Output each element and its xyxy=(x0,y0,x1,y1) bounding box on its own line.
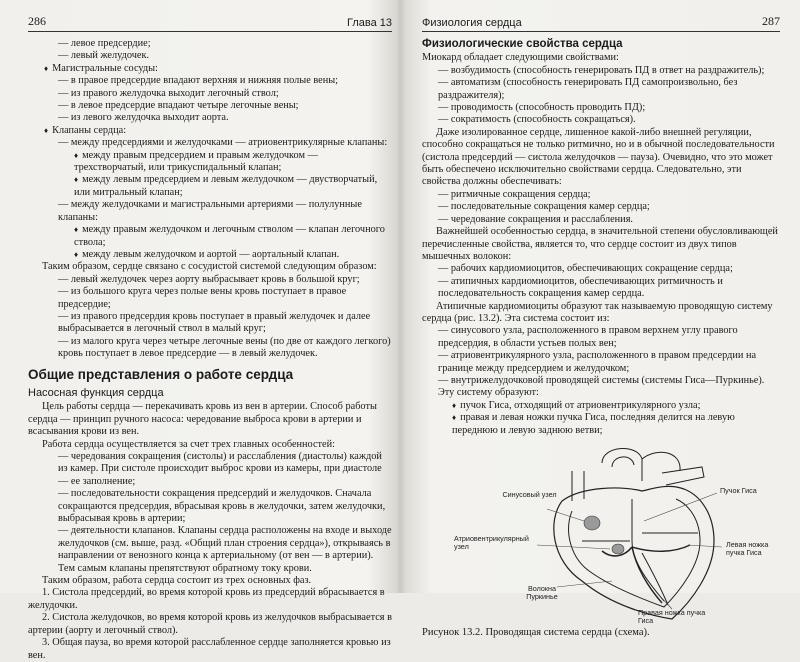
text-line: — атипичных кардиомиоцитов, обеспечивающих ритмичность и последовательность сокращения камер сердца. xyxy=(422,276,780,301)
text-line: Цель работы сердца — перекачивать кровь из вен в артерии. Способ работы сердца — принцип ручного насоса: чередование выброса крови в артерии и всасывания крови из вен. xyxy=(28,401,377,438)
text-line: Работа сердца осуществляется за счет трех главных особенностей: xyxy=(42,438,335,450)
right-page xyxy=(402,0,800,638)
text-line: — из большого круга через полые вены кровь поступает в правое предсердие; xyxy=(28,286,392,311)
left-page-body xyxy=(28,38,392,662)
text-line: — чередование сокращения и расслабления. xyxy=(422,214,780,226)
text-line: ♦ пучок Гиса, отходящий от атриовентрикулярного узла; xyxy=(422,400,780,412)
text-line: Атипичные кардиомиоциты образуют так называемую проводящую систему сердца (рис. 13.2). Эта система состоит из: xyxy=(422,300,773,324)
text-line: — ритмичные сокращения сердца; xyxy=(422,189,780,201)
text-line: ♦ Магистральные сосуды: xyxy=(28,63,392,75)
text-line: ♦ между левым желудочком и аортой — аортальный клапан. xyxy=(28,249,392,261)
text-line: — левый желудочек через аорту выбрасывает кровь в большой круг; xyxy=(28,274,392,286)
running-head: Физиология сердца xyxy=(422,17,522,29)
left-page-header xyxy=(28,14,392,32)
text-line: Таким образом, работа сердца состоит из трех основных фаз. xyxy=(42,575,312,587)
text-line: — левое предсердие; xyxy=(28,38,392,50)
text-line: — последовательности сокращения предсердий и желудочков. Сначала сокращаются предсердия, вбрасывая кровь в желудочки, затем желудочки, выбрасывая кровь в артерии; xyxy=(28,488,392,525)
right-text-block xyxy=(422,52,780,437)
heart-conduction-figure xyxy=(452,441,792,627)
text-line: 1. Систола предсердий, во время которой кровь из предсердий вбрасывается в желудочки. xyxy=(28,587,385,611)
section-title: Общие представления о работе сердца xyxy=(28,366,294,382)
label-his-bundle: Пучок Гиса xyxy=(720,486,757,495)
label-left-bundle-branch: Левая ножка пучка Гиса xyxy=(726,540,769,557)
text-line: — синусового узла, расположенного в правом верхнем углу правого предсердия, в области устьев полых вен; xyxy=(422,325,780,350)
text-line: — атриовентрикулярного узла, расположенного в правом предсердии на границе между предсердием и желудочком; xyxy=(422,350,780,375)
text-line: — проводимость (способность проводить ПД); xyxy=(422,102,780,114)
text-line: — из малого круга через четыре легочные вены (по две от каждого легкого) кровь поступает в левое предсердие — в левый желудочек. xyxy=(28,336,392,361)
text-line: — из правого желудочка выходит легочный ствол; xyxy=(28,88,392,100)
label-right-bundle-branch: Правая ножка пучка Гиса xyxy=(638,608,706,625)
section-title: Физиологические свойства сердца xyxy=(422,38,623,50)
subsection-title: Насосная функция сердца xyxy=(28,386,164,399)
chapter-title: Глава 13 xyxy=(346,17,392,29)
text-line: — между желудочками и магистральными артериями — полулунные клапаны: xyxy=(28,199,392,224)
right-page-body xyxy=(422,38,780,639)
text-line: — рабочих кардиомиоцитов, обеспечивающих сокращение сердца; xyxy=(422,263,780,275)
text-line: — деятельности клапанов. Клапаны сердца расположены на входе и выходе желудочков (см. выше, разд. «Общий план строения сердца»), открываясь в направлении от венозного конца к артериальному (от вен — в артерии). Тем самым клапаны препятствуют обратному току крови. xyxy=(28,525,392,575)
text-line: — левый желудочек. xyxy=(28,50,392,62)
text-line: — автоматизм (способность генерировать ПД самопроизвольно, без раздражителя); xyxy=(422,77,780,102)
text-line: — сократимость (способность сокращаться). xyxy=(422,114,780,126)
page-number: 286 xyxy=(28,14,46,28)
text-line: — последовательные сокращения камер сердца; xyxy=(422,201,780,213)
page-number: 287 xyxy=(762,14,780,28)
text-line: — между предсердиями и желудочками — атриовентрикулярные клапаны: xyxy=(28,137,392,149)
text-line: — из левого желудочка выходит аорта. xyxy=(28,112,392,124)
text-line: ♦ между левым предсердием и левым желудочком — двустворчатый, или митральный клапан; xyxy=(28,174,392,199)
left-page xyxy=(0,0,400,661)
text-line: — внутрижелудочковой проводящей системы (системы Гиса—Пуркинье). Эту систему образуют: xyxy=(422,375,780,400)
text-line: ♦ между правым предсердием и правым желудочком — трехстворчатый, или трикуспидальный клапан; xyxy=(28,150,392,175)
figure-caption: Рисунок 13.2. Проводящая система сердца (схема). xyxy=(422,627,650,638)
text-line: — возбудимость (способность генерировать ПД в ответ на раздражитель); xyxy=(422,65,780,77)
text-line: 3. Общая пауза, во время которой расслабленное сердце заполняется кровью из вен. xyxy=(28,637,391,661)
text-line: — из правого предсердия кровь поступает в правый желудочек и далее выбрасывается в легочный ствол в малый круг; xyxy=(28,311,392,336)
label-av-node: Атриовентрикулярный узел xyxy=(454,534,529,551)
label-sinus-node: Синусовый узел xyxy=(502,490,557,499)
left-text-block-2 xyxy=(28,401,392,662)
left-text-block-1 xyxy=(28,38,392,361)
text-line: ♦ между правым желудочком и легочным стволом — клапан легочного ствола; xyxy=(28,224,392,249)
text-line: — чередования сокращения (систолы) и расслабления (диастолы) каждой из камер. При систоле происходит выброс крови из камеры, при диастоле — ее заполнение; xyxy=(28,451,392,488)
text-line: 2. Систола желудочков, во время которой кровь из желудочков выбрасывается в артерии (аорту и легочный ствол). xyxy=(28,612,392,636)
right-page-header xyxy=(422,14,780,32)
text-line: — в левое предсердие впадают четыре легочные вены; xyxy=(28,100,392,112)
label-purkinje-fibers: Волокна Пуркинье xyxy=(526,584,558,601)
text-line: — в правое предсердие впадают верхняя и нижняя полые вены; xyxy=(28,75,392,87)
text-line: Даже изолированное сердце, лишенное какой-либо внешней регуляции, способно сокращаться не только ритмично, но и в обычной последовательности (систола предсердий — систола желудочков — пауза). Очевидно, что это может быть обеспечено исключительно свойствами сердца. Следовательно, эти свойства должны обеспечивать: xyxy=(422,126,775,188)
text-line: Важнейшей особенностью сердца, в значительной степени обусловливающей перечисленные свойства, является то, что сердце состоит из двух типов мышечных волокон: xyxy=(422,226,778,262)
text-line: ♦ Клапаны сердца: xyxy=(28,125,392,137)
text-line: ♦ правая и левая ножки пучка Гиса, последняя делится на левую переднюю и левую заднюю ветви; xyxy=(422,412,780,437)
text-line: Таким образом, сердце связано с сосудистой системой следующим образом: xyxy=(42,261,377,273)
text-line: Миокард обладает следующими свойствами: xyxy=(422,52,619,64)
